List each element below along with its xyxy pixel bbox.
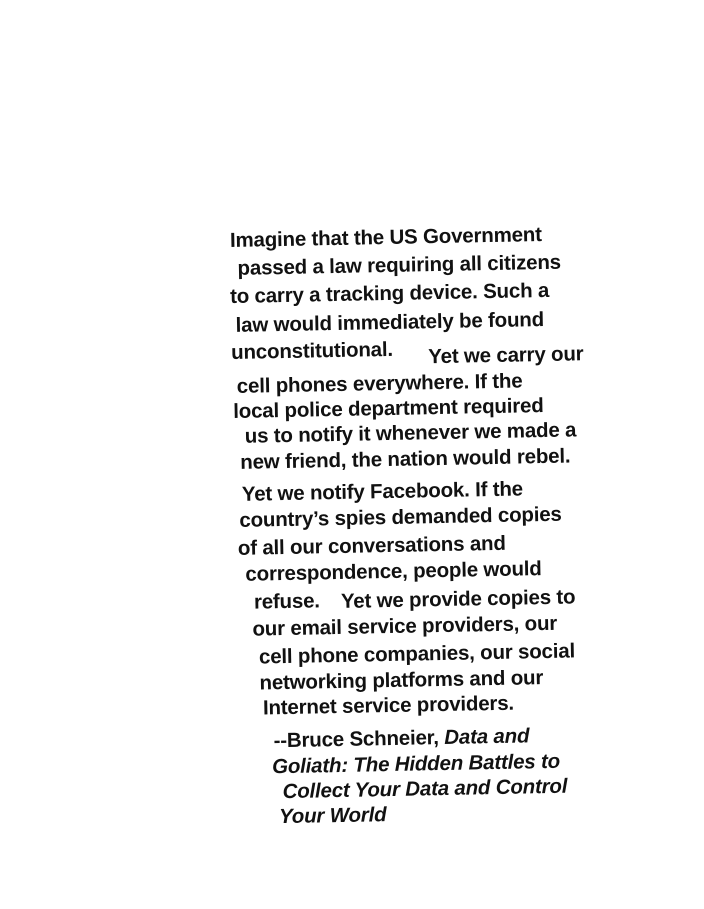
- book-title-part: Collect Your Data and Control: [282, 774, 568, 804]
- quote-line: cell phones everywhere. If the: [236, 369, 523, 398]
- quote-line: Yet we provide copies to: [340, 585, 576, 613]
- attribution-line: [282, 775, 567, 804]
- quote-line: unconstitutional.: [230, 337, 394, 364]
- quote-line: us to notify it whenever we made a: [244, 418, 577, 448]
- quote-line: networking platforms and our: [259, 666, 544, 695]
- quote-line: new friend, the nation would rebel.: [240, 444, 571, 474]
- quote-line: Yet we notify Facebook. If the: [241, 477, 524, 506]
- quote-line: Imagine that the US Government: [229, 223, 542, 252]
- attribution-author: --Bruce Schneier,: [273, 726, 440, 753]
- attribution-line: [273, 724, 529, 753]
- quote-line: refuse.: [253, 589, 320, 614]
- book-title-part: Goliath: The Hidden Battles to: [271, 749, 561, 779]
- quote-line: law would immediately be found: [235, 307, 545, 337]
- quote-line: cell phone companies, our social: [258, 639, 576, 669]
- quote-line: to carry a tracking device. Such a: [229, 278, 550, 309]
- book-title-part: Data and: [444, 724, 530, 749]
- book-title-part: Your World: [278, 803, 387, 829]
- quote-line: Yet we carry our: [428, 342, 584, 369]
- quote-line: our email service providers, our: [252, 611, 558, 641]
- quote-line: country’s spies demanded copies: [239, 502, 562, 532]
- quote-line: passed a law requiring all citizens: [237, 250, 562, 280]
- quote-line: local police department required: [233, 394, 544, 423]
- quote-line: of all our conversations and: [237, 531, 506, 560]
- attribution-line: [279, 803, 387, 829]
- quote-line: correspondence, people would: [245, 557, 542, 586]
- quote-line: Internet service providers.: [262, 691, 515, 720]
